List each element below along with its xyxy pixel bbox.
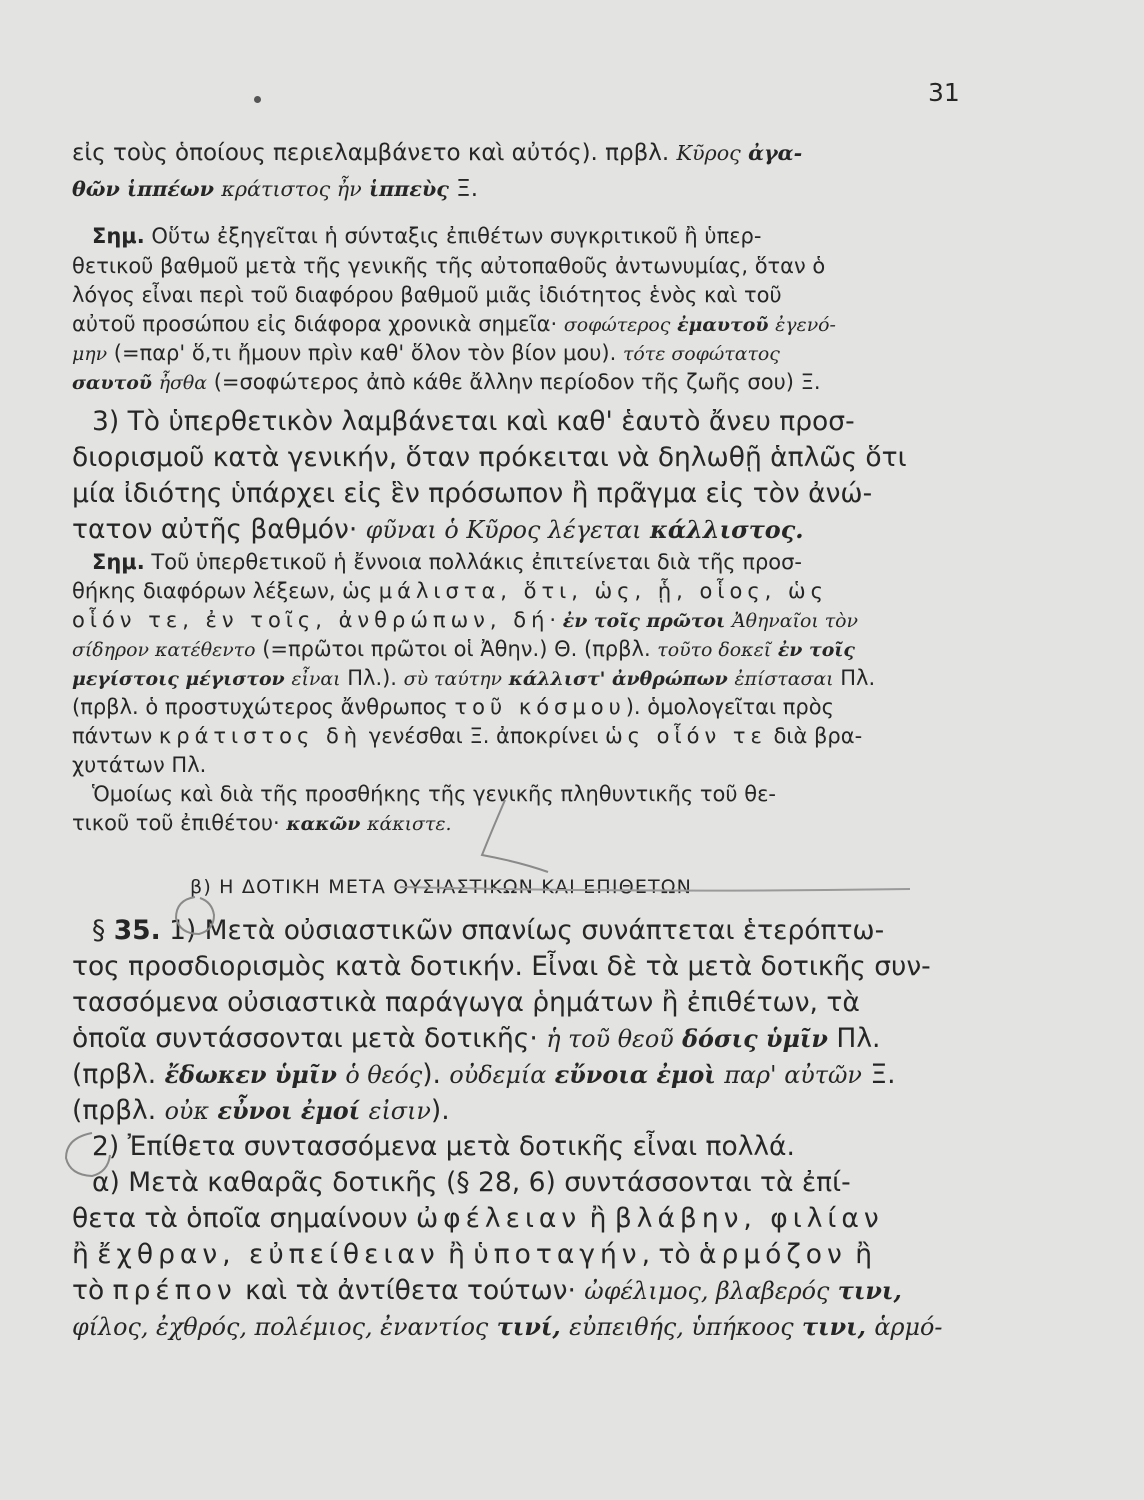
- text-line: σαυτοῦ ἦσθα (=σοφώτερος ἀπὸ κάθε ἄλλην περίοδον τῆς ζωῆς σου) Ξ.: [72, 370, 821, 394]
- text-line: εἰς τοὺς ὁποίους περιελαμβάνετο καὶ αὐτός). πρβλ. Κῦρος ἀγα-: [72, 140, 803, 166]
- pencil-circle: [66, 1133, 110, 1176]
- text-line: 2) Ἐπίθετα συντασσόμενα μετὰ δοτικῆς εἶναι πολλά.: [92, 1131, 795, 1162]
- text-line: θετικοῦ βαθμοῦ μετὰ τῆς γενικῆς τῆς αὐτοπαθοῦς ἀντωνυμίας, ὅταν ὁ: [72, 254, 826, 278]
- text-line: χυτάτων Πλ.: [72, 753, 207, 777]
- text-line: μία ἰδιότης ὑπάρχει εἰς ἓν πρόσωπον ἢ πρᾶγμα εἰς τὸν ἀνώ-: [72, 478, 873, 509]
- text-line: Σημ. Τοῦ ὑπερθετικοῦ ἡ ἔννοια πολλάκις ἐπιτείνεται διὰ τῆς προσ-: [92, 550, 803, 574]
- pencil-stroke: [482, 800, 548, 872]
- text-line: ὁποῖα συντάσσονται μετὰ δοτικῆς· ἡ τοῦ θεοῦ δόσις ὑμῖν Πλ.: [72, 1023, 881, 1054]
- text-line: (πρβλ. οὐκ εὖνοι ἐμοί εἰσιν).: [72, 1095, 450, 1126]
- text-line: (πρβλ. ἔδωκεν ὑμῖν ὁ θεός). οὐδεμία εὔνοια ἐμοὶ παρ' αὐτῶν Ξ.: [72, 1059, 896, 1090]
- text-line: τὸ πρέπον καὶ τὰ ἀντίθετα τούτων· ὠφέλιμος, βλαβερός τινι,: [72, 1275, 902, 1306]
- text-line: τασσόμενα οὐσιαστικὰ παράγωγα ῥημάτων ἢ ἐπιθέτων, τὰ: [72, 987, 860, 1018]
- text-line: (πρβλ. ὁ προστυχώτερος ἄνθρωπος τοῦ κόσμου). ὁμολογεῖται πρὸς: [72, 695, 834, 719]
- text-line: σίδηρον κατέθεντο (=πρῶτοι πρῶτοι οἱ Ἀθην.) Θ. (πρβλ. τοῦτο δοκεῖ ἐν τοῖς: [72, 637, 855, 661]
- text-line: αὐτοῦ προσώπου εἰς διάφορα χρονικὰ σημεῖα· σοφώτερος ἐμαυτοῦ ἐγενό-: [72, 312, 836, 336]
- section-heading: β) Η ΔΟΤΙΚΗ ΜΕΤΑ ΟΥΣΙΑΣΤΙΚΩΝ ΚΑΙ ΕΠΙΘΕΤΩΝ: [190, 876, 692, 898]
- text-line: φίλος, ἐχθρός, πολέμιος, ἐναντίος τινί, εὐπειθής, ὑπήκοος τινι, ἁρμό-: [72, 1313, 943, 1341]
- text-line: μην (=παρ' ὅ,τι ἤμουν πρὶν καθ' ὅλον τὸν βίον μου). τότε σοφώτατος: [72, 341, 780, 365]
- text-line: μεγίστοις μέγιστον εἶναι Πλ.). σὺ ταύτην κάλλιστ' ἀνθρώπων ἐπίστασαι Πλ.: [72, 666, 876, 690]
- text-line: πάντων κράτιστος δὴ γενέσθαι Ξ. ἀποκρίνει ὡς οἷόν τε διὰ βρα-: [72, 724, 863, 748]
- text-line: οἷόν τε, ἐν τοῖς, ἀνθρώπων, δή· ἐν τοῖς πρῶτοι Ἀθηναῖοι τὸν: [72, 608, 859, 632]
- text-line: θετα τὰ ὁποῖα σημαίνουν ὠφέλειαν ἢ βλάβην, φιλίαν: [72, 1203, 884, 1234]
- text-line: τατον αὐτῆς βαθμόν· φῦναι ὁ Κῦρος λέγεται κάλλιστος.: [72, 514, 804, 545]
- text-line: Σημ. Οὕτω ἐξηγεῖται ἡ σύνταξις ἐπιθέτων συγκριτικοῦ ἢ ὑπερ-: [92, 224, 762, 248]
- text-line: τικοῦ τοῦ ἐπιθέτου· κακῶν κάκιστε.: [72, 811, 452, 835]
- text-line: § 35. 1) Μετὰ οὐσιαστικῶν σπανίως συνάπτεται ἑτερόπτω-: [92, 915, 885, 946]
- text-line: τος προσδιορισμὸς κατὰ δοτικήν. Εἶναι δὲ τὰ μετὰ δοτικῆς συν-: [72, 951, 931, 982]
- text-line: θῶν ἱππέων κράτιστος ἦν ἱππεὺς Ξ.: [72, 176, 479, 202]
- page-number: 31: [928, 78, 960, 107]
- text-line: Ὁμοίως καὶ διὰ τῆς προσθήκης τῆς γενικῆς πληθυντικῆς τοῦ θε-: [92, 782, 777, 806]
- text-line: α) Μετὰ καθαρᾶς δοτικῆς (§ 28, 6) συντάσσονται τὰ ἐπί-: [92, 1167, 851, 1198]
- text-line: ἢ ἔχθραν, εὐπείθειαν ἢ ὑποταγήν, τὸ ἁρμόζον ἢ: [72, 1239, 873, 1270]
- text-line: θήκης διαφόρων λέξεων, ὡς μάλιστα, ὅτι, ὡς, ᾗ, οἷος, ὡς: [72, 579, 828, 603]
- text-line: 3) Τὸ ὑπερθετικὸν λαμβάνεται καὶ καθ' ἑαυτὸ ἄνευ προσ-: [92, 406, 855, 437]
- pencil-underline: [400, 887, 910, 891]
- pencil-circle: [176, 897, 214, 934]
- text-line: διορισμοῦ κατὰ γενικήν, ὅταν πρόκειται νὰ δηλωθῇ ἁπλῶς ὅτι: [72, 442, 907, 473]
- text-line: λόγος εἶναι περὶ τοῦ διαφόρου βαθμοῦ μιᾶς ἰδιότητος ἑνὸς καὶ τοῦ: [72, 283, 782, 307]
